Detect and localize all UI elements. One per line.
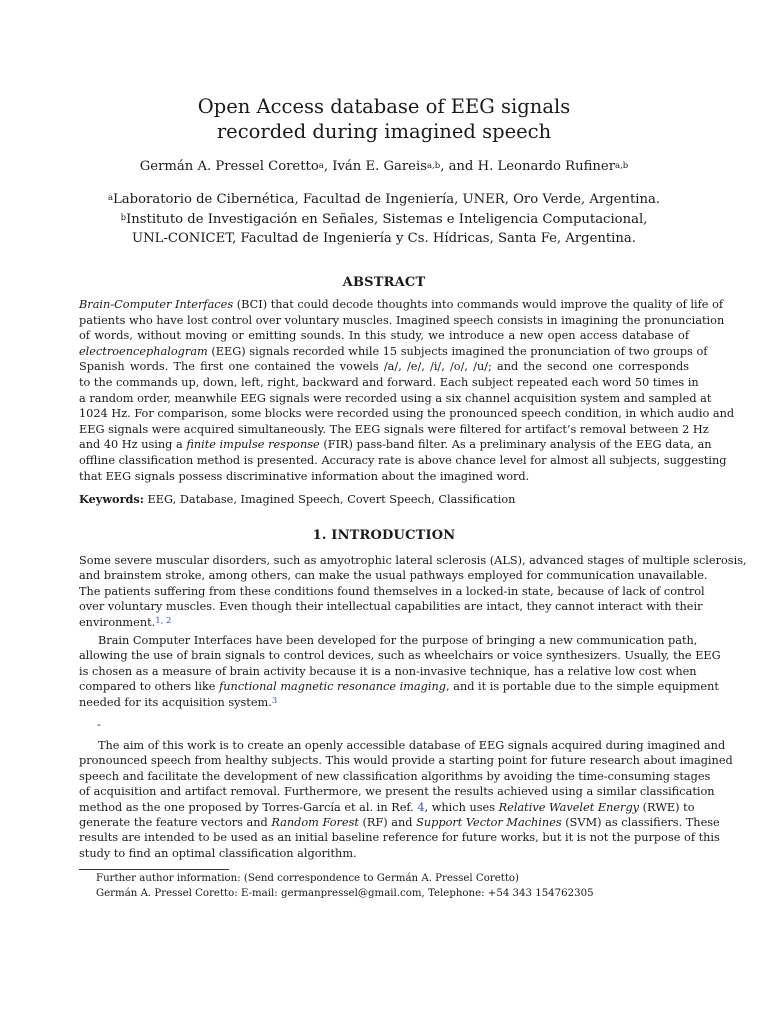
para-line	[79, 615, 689, 630]
section-heading-introduction: 1. INTRODUCTION	[312, 528, 456, 543]
title-line-2: recorded during imagined speech	[216, 120, 552, 143]
para-line	[79, 679, 719, 694]
abstract-line	[79, 437, 712, 453]
footnote-line: Germán A. Pressel Coretto: E-mail: germanpressel@gmail.com, Telephone: +54 343 154762305	[96, 888, 594, 899]
author-name: Iván E. Gareis	[332, 159, 427, 174]
abstract-line: Spanish words. The first one contained the vowels /a/, /e/, /i/, /o/, /u/; and the second one corresponds	[79, 360, 689, 374]
abstract-line: of words, without moving or emitting sounds. In this study, we introduce a new open access database of	[79, 329, 689, 343]
para-line	[79, 815, 720, 830]
para-line	[79, 800, 695, 815]
abstract-text: (FIR) pass-band filter. As a preliminary analysis of the EEG data, an	[319, 438, 712, 452]
author-affil-sup: a	[318, 161, 324, 171]
para-line: study to find an optimal classification algorithm.	[79, 846, 357, 860]
abstract-line	[79, 297, 724, 313]
abstract-body	[79, 297, 735, 484]
abstract-line: that EEG signals possess discriminative information about the imagined word.	[79, 469, 530, 483]
footnote-line: Further author information: (Send correspondence to Germán A. Pressel Coretto)	[96, 873, 520, 884]
para-line: allowing the use of brain signals to control devices, such as wheelchairs or voice synthesizers. Usually, the EEG	[79, 649, 721, 663]
abstract-em: finite impulse response	[186, 438, 320, 452]
abstract-line: a random order, meanwhile EEG signals were recorded using a six channel acquisition system and sampled at	[79, 391, 712, 405]
para-em: Support Vector Machines	[416, 816, 562, 830]
abstract-em: Brain-Computer Interfaces	[79, 298, 234, 311]
para-line: Some severe muscular disorders, such as amyotrophic lateral sclerosis (ALS), advanced stages of multiple sclerosis,	[79, 554, 747, 567]
affiliation-a	[0, 190, 768, 210]
stray-dash: -	[97, 718, 101, 731]
para-text: needed for its acquisition system.	[79, 695, 272, 709]
para-em: Random Forest	[271, 816, 359, 830]
abstract-heading: ABSTRACT	[342, 275, 426, 290]
author-affil-sup: a,b	[615, 161, 629, 171]
para-em: Relative Wavelet Energy	[498, 800, 640, 814]
keywords-label: Keywords:	[79, 492, 144, 506]
abstract-line: EEG signals were acquired simultaneously. The EEG signals were filtered for artifact’s removal between 2 Hz	[79, 422, 709, 436]
para-text: (RWE) to	[639, 800, 695, 814]
affil-sup: a	[107, 193, 114, 203]
abstract-line: offline classification method is presented. Accuracy rate is above chance level for almost all subjects, suggesting	[79, 453, 727, 467]
abstract-line: patients who have lost control over voluntary muscles. Imagined speech consists in imagining the pronunciation	[79, 313, 725, 327]
author-list	[0, 158, 768, 176]
para-line	[79, 695, 689, 710]
para-line: The aim of this work is to create an openly accessible database of EEG signals acquired during imagined and	[98, 739, 726, 752]
affil-sup: b	[120, 212, 127, 223]
paper-title	[0, 94, 768, 144]
abstract-text: and 40 Hz using a	[79, 438, 187, 452]
intro-paragraph-3	[79, 738, 733, 861]
para-em: functional magnetic resonance imaging	[219, 680, 447, 694]
para-text: method as the one proposed by Torres-García et al. in Ref.	[79, 800, 418, 814]
para-text: environment.	[79, 615, 156, 629]
para-line: and brainstem stroke, among others, can make the usual pathways employed for communication unavailable.	[79, 569, 708, 583]
para-text: compared to others like	[79, 680, 220, 694]
para-line: is chosen as a measure of brain activity because it is a non-invasive technique, has a relative low cost when	[79, 664, 697, 678]
affiliation-b	[0, 210, 768, 230]
para-line: results are intended to be used as an initial baseline reference for future works, but it is not the purpose of this	[79, 831, 720, 845]
author-name: H. Leonardo Rufiner	[477, 159, 616, 174]
title-line-1: Open Access database of EEG signals	[197, 95, 571, 118]
para-text: , and it is portable due to the simple equipment	[446, 680, 719, 694]
para-line: The patients suffering from these conditions found themselves in a locked-in state, because of lack of control	[79, 584, 705, 598]
footnote	[96, 871, 696, 901]
para-text: (RF) and	[358, 816, 417, 830]
author-affil-sup: a,b	[426, 161, 441, 171]
intro-paragraph-1	[79, 553, 747, 630]
para-line: pronounced speech from healthy subjects. This would provide a starting point for future research about imagined	[79, 754, 733, 768]
abstract-text: (EEG) signals recorded while 15 subjects imagined the pronunciation of two groups of	[207, 344, 708, 358]
para-line: Brain Computer Interfaces have been developed for the purpose of bringing a new communication path,	[98, 634, 698, 647]
para-line: over voluntary muscles. Even though their intellectual capabilities are intact, they cannot interact with their	[79, 600, 703, 614]
affiliation-b-cont: UNL-CONICET, Facultad de Ingeniería y Cs. Hídricas, Santa Fe, Argentina.	[132, 231, 636, 246]
para-line: speech and facilitate the development of new classification algorithms by avoiding the time-consuming stages	[79, 769, 711, 783]
author-separator: , and	[440, 159, 478, 174]
citation-link[interactable]: 3	[271, 695, 278, 706]
para-text: generate the feature vectors and	[79, 816, 272, 830]
abstract-em: electroencephalogram	[79, 344, 208, 358]
citation-link[interactable]: 1, 2	[155, 615, 172, 626]
author-name: Germán A. Pressel Coretto	[139, 159, 319, 174]
footnote-divider	[79, 869, 229, 870]
affil-text: Laboratorio de Cibernética, Facultad de Ingeniería, UNER, Oro Verde, Argentina.	[113, 192, 661, 207]
citation-link[interactable]: 4	[417, 800, 425, 814]
affiliations	[0, 190, 768, 249]
abstract-line	[79, 344, 708, 360]
para-text: , which uses	[424, 800, 499, 814]
affil-text: Instituto de Investigación en Señales, Sistemas e Inteligencia Computacional,	[126, 211, 648, 227]
author-separator: ,	[323, 159, 333, 174]
keywords-text: EEG, Database, Imagined Speech, Covert Speech, Classification	[143, 493, 516, 506]
abstract-line: 1024 Hz. For comparison, some blocks were recorded using the pronounced speech condition, in which audio and	[79, 407, 735, 421]
abstract-text: (BCI) that could decode thoughts into commands would improve the quality of life of	[233, 298, 724, 311]
para-line: of acquisition and artifact removal. Furthermore, we present the results achieved using a similar classification	[79, 785, 715, 799]
para-text: (SVM) as classifiers. These	[561, 816, 720, 830]
intro-paragraph-2	[79, 633, 721, 710]
keywords	[79, 492, 689, 508]
abstract-line: to the commands up, down, left, right, backward and forward. Each subject repeated each word 50 times in	[79, 375, 699, 389]
